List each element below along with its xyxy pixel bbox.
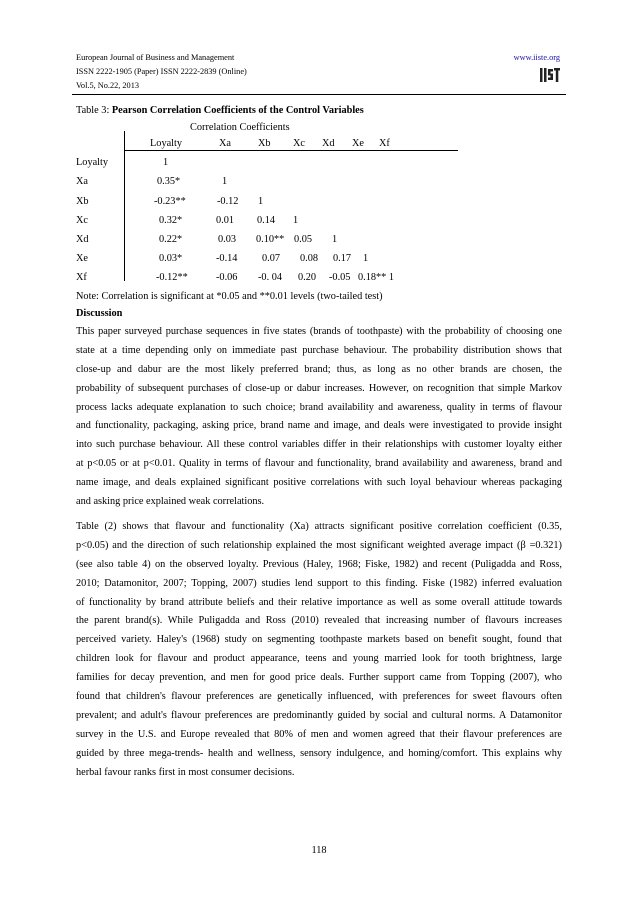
text-line: guided by three mega-trends- health and wellness, sensory indulgence, and homing/comfort. This explains why [76, 747, 562, 759]
col-header-xe: Xe [352, 138, 365, 149]
table-cell: 0.17 [333, 253, 352, 264]
text-line: state at a time depending only on immediate past purchase behaviour. The probability distribution shows that [76, 344, 562, 356]
text-line: found that children's flavour preferences are genetically influenced, with preferences for sweet flavours often [76, 691, 562, 703]
table-cell: 0.22* [159, 234, 183, 245]
table-cell: 0.32* [159, 215, 183, 226]
text-line: process lacks adequate explanation to such choice; brand availability and awareness, quality in terms of flavour [76, 401, 562, 413]
table-note: Note: Correlation is significant at *0.05 and **0.01 levels (two-tailed test) [76, 291, 383, 302]
page-number: 118 [311, 845, 327, 856]
row-label-loyalty: Loyalty [76, 157, 109, 168]
text-line: perceived variety. Haley's (1968) study on segmenting toothpaste markets based on benefit sought, found that [76, 634, 562, 646]
table-cell: 0.14 [257, 215, 276, 226]
table-cell: 0.03* [159, 253, 183, 264]
iiste-logo-icon [539, 65, 561, 85]
discussion-paragraph-1 [76, 323, 562, 512]
table-cell: 0.05 [294, 234, 313, 245]
text-line: probability of subsequent purchases of close-up or dabur increases. However, on recognition that simple Markov [76, 382, 562, 394]
table-cell: 1 [363, 253, 369, 264]
table-cell: -0.05 [329, 272, 351, 283]
text-line: (see also table 4) on the observed loyalty. Previous (Haley, 1968; Fiske, 1982) and recent (Puligadda and Ross, [76, 558, 562, 570]
text-line: name image, and deals explained significant positive correlations with such loyal behaviour whereas packaging [76, 477, 562, 489]
col-header-xf: Xf [379, 138, 390, 149]
table-cell: 1 [293, 215, 299, 226]
text-line: This paper surveyed purchase sequences in five states (brands of toothpaste) with the probability of choosing one [76, 326, 562, 337]
row-label-xa: Xa [76, 176, 89, 187]
col-header-xc: Xc [293, 138, 306, 149]
col-header-xb: Xb [258, 138, 271, 149]
table-cell: -0.12** [156, 272, 188, 283]
text-line: close-up and dabur are the most likely preferred brand; thus, as long as no other brands are chosen, the [76, 363, 562, 375]
table-cell: 1 [222, 176, 228, 187]
row-label-xc: Xc [76, 215, 89, 226]
table-cell: 1 [163, 157, 169, 168]
text-line: families for decay prevention, and men for good price deals. Further support came from Topping (2007), who [76, 672, 562, 684]
table-caption-title: Pearson Correlation Coefficients of the Control Variables [111, 105, 364, 116]
text-line: and asking price explained weak correlations. [76, 496, 265, 508]
col-header-xa: Xa [219, 138, 232, 149]
journal-url-link[interactable]: www.iiste.org [513, 53, 560, 62]
row-label-xf: Xf [76, 272, 87, 283]
table-cell: 0.10** [256, 234, 285, 245]
text-line: 2010; Datamonitor, 2007; Topping, 2007) studies lend support to this finding. Fiske (1982) inferred evaluation [76, 577, 562, 589]
text-line: children look for flavour and product appearance, teens and young married look for tooth brightness, large [76, 653, 562, 665]
table-cell: 0.08 [300, 253, 319, 264]
table-cell: 0.35* [157, 176, 181, 187]
row-label-xe: Xe [76, 253, 89, 264]
table-caption-prefix: Table 3: [76, 105, 112, 116]
text-line: survey in the U.S. and Europe revealed that 80% of men and women agreed that their flavour preferences are [76, 728, 562, 740]
section-heading-discussion: Discussion [76, 308, 123, 319]
header-rule [72, 94, 566, 95]
table-cell: -0.06 [216, 272, 238, 283]
table-caption [76, 105, 364, 116]
table-cell: 0.18** 1 [358, 272, 395, 283]
table-cell: 1 [332, 234, 338, 245]
table-vertical-rule [124, 131, 125, 281]
discussion-paragraph-2 [76, 518, 562, 782]
text-line: of functionality by brand attribute beliefs and their relative importance as well as some overall attitude towards [76, 596, 562, 608]
table-cell: 0.03 [218, 234, 237, 245]
text-line: into such purchase behaviour. All these control variables differ in their relationships with customer loyalty either [76, 439, 562, 451]
journal-title: European Journal of Business and Management [76, 53, 235, 62]
table-cell: -0.12 [217, 196, 239, 207]
text-line: Table (2) shows that flavour and functionality (Xa) attracts significant positive correlation coefficient (0.35, [76, 521, 562, 532]
table-cell: -0.23** [154, 196, 186, 207]
text-line: and functionality, packaging, asking price, brand name and image, and deals were investigated to provide insight [76, 420, 562, 432]
table-cell: 0.20 [298, 272, 317, 283]
journal-issn: ISSN 2222-1905 (Paper) ISSN 2222-2839 (Online) [76, 67, 247, 76]
text-line: herbal favour ranks first in most consumer decisions. [76, 766, 295, 778]
text-line: at p<0.05 or at p<0.01. Quality in terms of flavour and functionality, brand availability and awareness, brand and [76, 458, 562, 470]
journal-volume: Vol.5, No.22, 2013 [76, 81, 139, 90]
table-cell: -0.14 [216, 253, 238, 264]
col-header-xd: Xd [322, 138, 335, 149]
text-line: prevalent; and adult's flavour preferences are predominantly guided by social and cultural norms. A Datamonitor [76, 709, 562, 721]
table-cell: 1 [258, 196, 264, 207]
text-line: p<0.05) and the direction of such relationship explained the most significant weighted average impact (β =0.321) [76, 539, 562, 551]
table-header-rule [124, 150, 458, 151]
table-cell: 0.01 [216, 215, 235, 226]
row-label-xb: Xb [76, 196, 89, 207]
table-cell: -0. 04 [258, 272, 283, 283]
text-line: the parent brand(s). While Puligadda and Ross (2010) revealed that increasing number of flavours increases [76, 615, 562, 627]
row-label-xd: Xd [76, 234, 89, 245]
table-cell: 0.07 [262, 253, 281, 264]
col-header-loyalty: Loyalty [150, 138, 183, 149]
table-group-header: Correlation Coefficients [190, 122, 290, 133]
